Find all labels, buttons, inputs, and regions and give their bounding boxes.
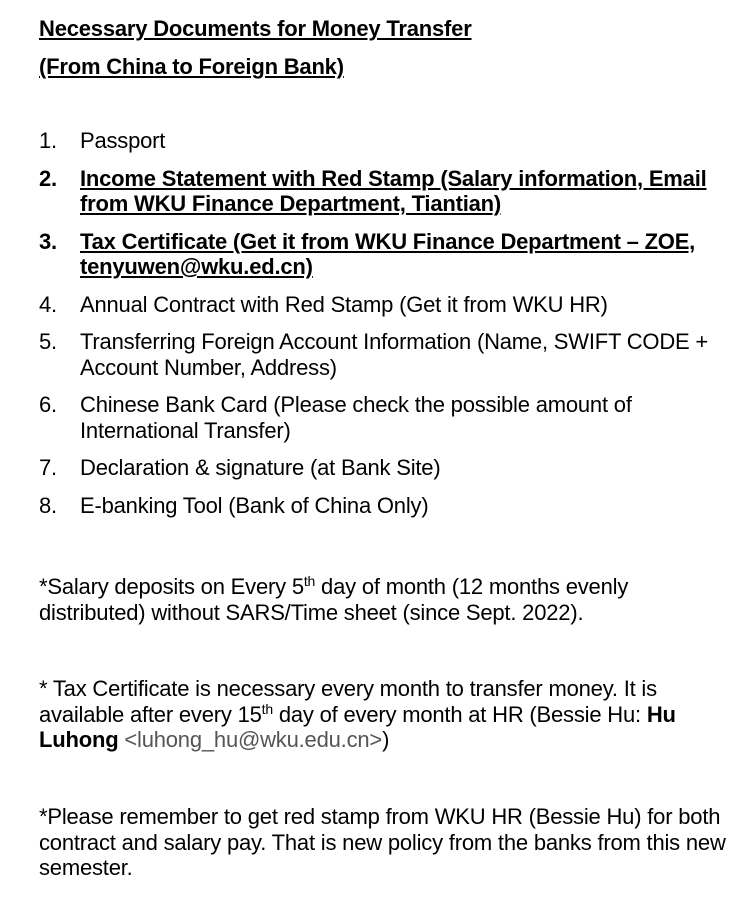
document-subtitle: (From China to Foreign Bank) <box>39 54 344 79</box>
list-item <box>39 392 729 443</box>
list-item-text: Transferring Foreign Account Information (Name, SWIFT CODE + Account Number, Address) <box>80 329 709 380</box>
list-item <box>39 128 729 154</box>
tax-note-text-middle: day of every month at HR (Bessie Hu: <box>272 701 647 727</box>
required-documents-list <box>39 128 729 530</box>
list-item-number: 8. <box>39 492 57 518</box>
list-item-text: Declaration & signature (at Bank Site) <box>80 455 441 480</box>
list-item-text: Annual Contract with Red Stamp (Get it from WKU HR) <box>80 291 608 317</box>
list-item <box>39 455 729 481</box>
list-item-number: 6. <box>39 392 57 417</box>
tax-note-text-start: * Tax Certificate is necessary every month to transfer money. It is available after every 15 <box>39 676 657 727</box>
salary-note-text-start: *Salary deposits on Every 5 <box>39 574 304 599</box>
list-item-number: 5. <box>39 329 57 354</box>
list-item-text: Passport <box>80 128 166 153</box>
list-item <box>39 493 729 519</box>
salary-note-text-end: day of month (12 months evenly distributed) without SARS/Time sheet (since Sept. 2022). <box>39 574 629 625</box>
red-stamp-note: *Please remember to get red stamp from WKU HR (Bessie Hu) for both contract and salary pay. That is new policy from the banks from this new semester. <box>39 804 726 880</box>
hr-contact-name: Hu Luhong <box>39 701 676 752</box>
list-item-number: 1. <box>39 128 57 153</box>
list-item <box>39 166 729 217</box>
list-item <box>39 292 729 318</box>
salary-note-ordinal: th <box>303 573 316 589</box>
list-item-text: Income Statement with Red Stamp (Salary information, Email from WKU Finance Department, Tiantian) <box>80 165 707 216</box>
list-item-text: Chinese Bank Card (Please check the possible amount of International Transfer) <box>80 392 632 443</box>
list-item-number: 3. <box>39 228 57 254</box>
list-item-text: E-banking Tool (Bank of China Only) <box>80 492 429 518</box>
salary-deposit-note <box>39 574 734 625</box>
tax-note-text-end: ) <box>382 727 390 752</box>
list-item <box>39 329 729 380</box>
list-item-text: Tax Certificate (Get it from WKU Finance Department – ZOE, tenyuwen@wku.ed.cn) <box>80 228 696 279</box>
list-item-number: 4. <box>39 291 57 317</box>
tax-certificate-note <box>39 676 734 753</box>
list-item <box>39 229 729 280</box>
list-item-number: 2. <box>39 165 57 191</box>
list-item-number: 7. <box>39 455 57 480</box>
hr-contact-email: <luhong_hu@wku.edu.cn> <box>124 727 383 752</box>
tax-note-ordinal: th <box>261 700 273 717</box>
document-title: Necessary Documents for Money Transfer <box>39 16 472 41</box>
